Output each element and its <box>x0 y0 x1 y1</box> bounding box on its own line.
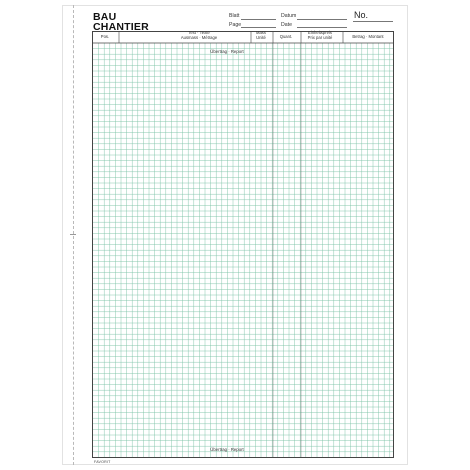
col-head-text-de: Text · Texte <box>188 30 210 35</box>
label-datum: Datum <box>281 13 297 19</box>
carry-over-bottom: Übertrag · Report <box>210 447 244 452</box>
brand-line-1: BAU <box>93 11 117 23</box>
col-head-text-fr: Ausmass · Métrage <box>180 34 218 40</box>
ledger-grid[interactable] <box>92 31 394 458</box>
label-date: Date <box>281 22 292 28</box>
col-head-quant: Quant. <box>279 34 293 39</box>
label-page: Page <box>229 22 242 28</box>
carry-over-top: Übertrag · Report <box>210 49 244 54</box>
no-field[interactable] <box>353 21 393 22</box>
brand-line-2: CHANTIER <box>93 21 149 33</box>
label-no: No. <box>354 10 369 20</box>
col-head-unit-fr: Unité <box>256 34 266 40</box>
page-field[interactable] <box>241 27 276 28</box>
col-head-pos: Pos. <box>100 34 110 39</box>
col-head-unit-de: Mass <box>255 30 266 35</box>
perforation-line <box>73 5 74 465</box>
col-head-amount: Betrag · Montant <box>352 34 384 39</box>
col-head-price-de: Einheitspreis <box>308 30 332 35</box>
date-field[interactable] <box>297 27 347 28</box>
col-head-price-fr: Prix par unité <box>307 34 333 40</box>
grid-lines <box>93 32 393 457</box>
label-blatt: Blatt <box>229 13 240 19</box>
blatt-field[interactable] <box>241 19 276 20</box>
manufacturer-mark: FAVORIT <box>94 460 111 464</box>
punch-mark <box>70 234 76 235</box>
datum-field[interactable] <box>297 19 347 20</box>
